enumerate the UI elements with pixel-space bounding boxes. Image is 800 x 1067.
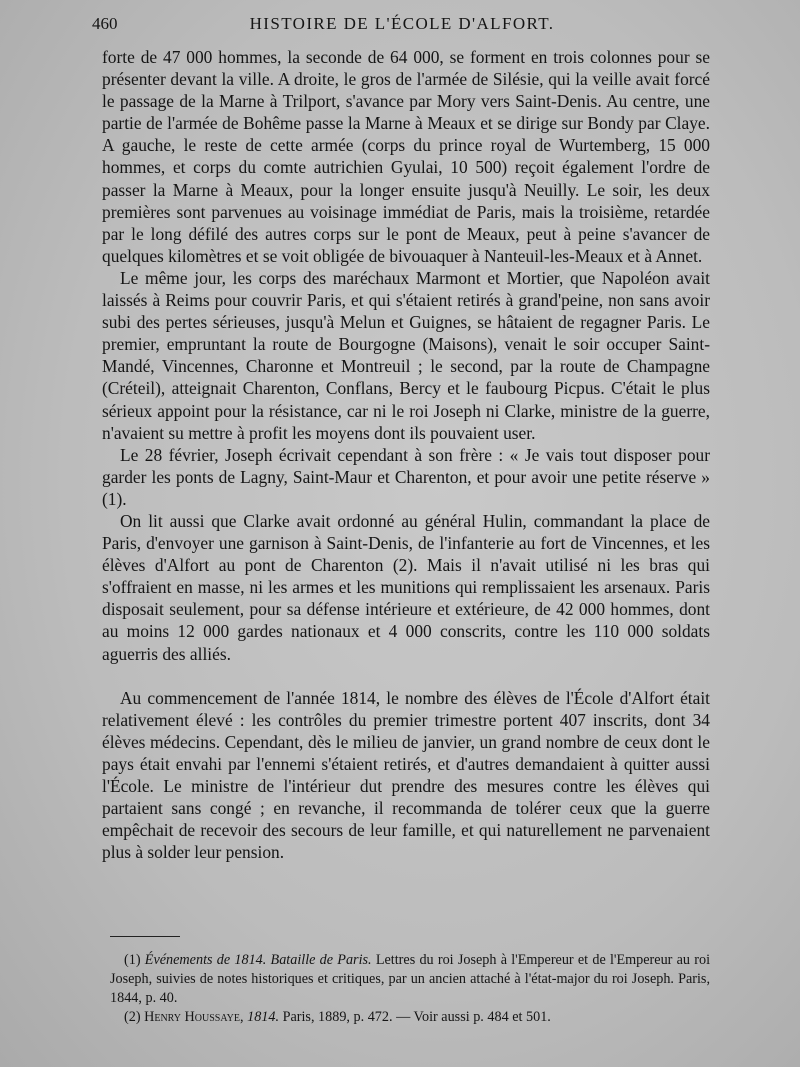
paragraph-3: Le 28 février, Joseph écrivait cependant à son frère : « Je vais tout disposer pour garder les ponts de Lagny, Saint-Maur et Charenton, et pour avoir une petite réserve » (1). [102,444,710,509]
footnotes [110,951,710,1027]
footnote-1 [110,951,710,1008]
footnote-1-text: Lettres du roi Joseph à l'Empereur et de l'Empereur au roi Joseph, suivies de notes historiques et critiques, par un ancien attaché à l'état-major du roi Joseph. Paris, 1844, p. 40. [110,952,711,1006]
footnote-2-title: 1814. [247,1009,280,1025]
page-number: 460 [92,14,118,33]
paragraph-4: On lit aussi que Clarke avait ordonné au général Hulin, commandant la place de Paris, d'envoyer une garnison à Saint-Denis, de l'infanterie au fort de Vincennes, et les élèves d'Alfort au pont de Charenton (2). Mais il n'avait utilisé ni les bras qui s'offraient en masse, ni les armes et les munitions qui remplissaient les arsenaux. Paris disposait seulement, pour sa défense intérieure et extérieure, de 42 000 hommes, dont au moins 12 000 gardes nationaux et 4 000 conscrits, contre les 110 000 soldats aguerris des alliés. [102,510,710,664]
paragraph-2: Le même jour, les corps des maréchaux Marmont et Mortier, que Napoléon avait laissés à Reims pour couvrir Paris, et qui s'étaient retirés à grand'peine, non sans avoir subi des pertes sérieuses, jusqu'à Melun et Guignes, se hâtaient de regagner Paris. Le premier, empruntant la route de Bourgogne (Maisons), venait le soir occuper Saint-Mandé, Vincennes, Charonne et Montreuil ; le second, par la route de Champagne (Créteil), atteignait Charenton, Conflans, Bercy et le faubourg Picpus. C'était le plus sérieux appoint pour la résistance, car ni le roi Joseph ni Clarke, ministre de la guerre, n'avaient su mettre à profit les moyens dont ils pouvaient user. [102,267,710,443]
body-text [102,46,710,863]
footnote-2-author: Henry Houssaye, [144,1009,244,1025]
paragraph-5: Au commencement de l'année 1814, le nombre des élèves de l'École d'Alfort était relativement élevé : les contrôles du premier trimestre portent 407 inscrits, dont 34 élèves médecins. Cependant, dès le milieu de janvier, un grand nombre de ceux dont le pays était envahi par l'ennemi s'étaient retirés, et d'autres demandaient à quitter aussi l'École. Le ministre de l'intérieur dut prendre des mesures contre les élèves qui partaient sans congé ; en revanche, il recommanda de tolérer ceux que la guerre empêchait de recevoir des secours de leur famille, et qui naturellement ne parvenaient plus à solder leur pension. [102,687,710,863]
footnote-1-mark: (1) [124,952,141,968]
footnote-2 [110,1008,710,1027]
page-header [92,14,712,40]
footnote-divider [110,936,180,937]
running-title: HISTOIRE DE L'ÉCOLE D'ALFORT. [249,14,555,33]
footnote-2-text: Paris, 1889, p. 472. — Voir aussi p. 484 et 501. [282,1009,551,1025]
footnote-1-title: Événements de 1814. Bataille de Paris. [144,952,372,968]
footnote-2-mark: (2) [124,1009,141,1025]
paragraph-1: forte de 47 000 hommes, la seconde de 64 000, se forment en trois colonnes pour se présenter devant la ville. A droite, le gros de l'armée de Silésie, qui la veille avait forcé le passage de la Marne à Trilport, s'avance par Mory vers Saint-Denis. Au centre, une partie de l'armée de Bohême passe la Marne à Meaux et se dirige sur Bondy par Claye. A gauche, le reste de cette armée (corps du prince royal de Wurtemberg, 15 000 hommes, et corps du comte autrichien Gyulai, 10 500) reçoit également l'ordre de passer la Marne à Meaux, pour la longer ensuite jusqu'à Neuilly. Le soir, les deux premières sont parvenues au voisinage immédiat de Paris, mais la troisième, retardée par le long défilé des autres corps sur le pont de Meaux, peut à peine s'avancer de quelques kilomètres et se voit obligée de bivouaquer à Nanteuil-les-Meaux et à Annet. [102,47,710,266]
